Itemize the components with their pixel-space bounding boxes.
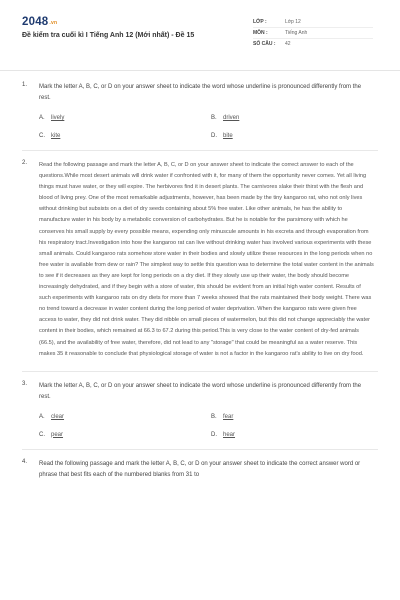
- meta-value: Lớp 12: [285, 18, 301, 25]
- option-d[interactable]: [211, 432, 371, 438]
- question-text: Mark the letter A, B, C, or D on your answer sheet to indicate the word whose underline is pronounced differently from the rest.: [39, 382, 362, 400]
- meta-value: 42: [285, 40, 291, 47]
- option-a[interactable]: [39, 414, 211, 420]
- option-text: kite: [51, 133, 61, 139]
- option-letter: C.: [39, 431, 45, 438]
- logo-suffix: .vn: [49, 20, 58, 26]
- option-letter: D.: [211, 133, 217, 139]
- option-text: bite: [223, 133, 233, 139]
- question-4: [0, 459, 400, 481]
- option-text: clear: [51, 413, 65, 420]
- option-b[interactable]: [211, 414, 371, 420]
- option-d[interactable]: [211, 133, 371, 139]
- meta-label: MÔN :: [253, 29, 268, 36]
- question-divider: [22, 449, 378, 450]
- question-number: 3.: [22, 380, 28, 387]
- question-list: [0, 82, 400, 481]
- page-title: Đề kiểm tra cuối kì I Tiếng Anh 12 (Mới nhất) - Đề 15: [22, 32, 195, 39]
- question-2: [0, 160, 400, 360]
- option-c[interactable]: [39, 133, 211, 139]
- option-letter: B.: [211, 413, 217, 420]
- option-letter: C.: [39, 133, 45, 139]
- option-letter: B.: [211, 115, 217, 121]
- meta-value: Tiếng Anh: [285, 29, 308, 36]
- question-3: [0, 381, 400, 438]
- reading-passage: Read the following passage and mark the letter A, B, C, or D on your answer sheet to indicate the correct answer to each of the questions.While most desert animals will drink water if confronted with it, for many of them the opportunity never comes. Yet all living things must have water, or they will expire. The herbivores find it in desert plants. The carnivores slake their thirst with the flesh and blood of living prey. One of the most remarkable adjustments, however, has been made by the tiny kangaroo rat, who not only lives without drinking but subsists on a diet of dry seeds containing about 5% free water. Like other animals, he has the ability to manufacture water in his body by a metabolic conversion of carbohydrates. But he is notable for the parsimony with which he conserves his small supply by every possible means, expending only minuscule amounts in his excreta and through evaporation from his respiratory tract.Investigation into how the kangaroo rat can live without drinking water has involved various experiments with these small animals. Could kangaroo rats somehow store water in their bodies and slowly utilize these resources in the long periods when no free water is available from dew or rain? The simplest way to settle this question was to determine the total water content in the animals to see if it decreases as they are kept for long periods on a dry diet. If they slowly use up their water, the body should become increasingly dehydrated, and if they begin with a store of water, this should be evident from an initial high water content. Results of such experiments with kangaroo rats on dry diets for more than 7 weeks showed that the rats maintained their body weight. There was no trend toward a decrease in water content during the long period of water deprivation. When the kangaroo rats were given free access to water, they did not drink water. They did nibble on small pieces of watermelon, but this did not change appreciably the water content in their bodies, which remained at 66.3 to 67.2 during this period.This is very close to the water content of dry-fed animals (66.5), and the availability of free water, therefore, did not lead to any "storage" that could be meaningful as a water reserve. This makes 35 it reasonable to conclude that physiological storage of water is not a factor in the kangaroo rat's ability to live on dry food.: [39, 162, 374, 357]
- option-letter: D.: [211, 431, 217, 438]
- answer-options: [39, 115, 374, 139]
- meta-label: LỚP :: [253, 18, 267, 25]
- meta-count: [253, 38, 373, 49]
- option-text: lively: [51, 115, 65, 121]
- question-divider: [22, 150, 378, 151]
- question-text: Mark the letter A, B, C, or D on your answer sheet to indicate the word whose underline is pronounced differently from the rest.: [39, 84, 362, 101]
- option-c[interactable]: [39, 432, 211, 438]
- meta-class: [253, 16, 373, 27]
- option-text: pear: [51, 431, 64, 438]
- option-text: hear: [223, 431, 236, 438]
- question-1: [0, 82, 400, 139]
- exam-meta: [253, 16, 373, 49]
- meta-label: SỐ CÂU :: [253, 40, 276, 47]
- page-header: [0, 0, 400, 71]
- question-number: 4.: [22, 458, 28, 465]
- logo-number: 2048: [22, 16, 49, 28]
- meta-subject: [253, 27, 373, 38]
- site-logo[interactable]: [22, 16, 57, 28]
- option-a[interactable]: [39, 115, 211, 121]
- option-b[interactable]: [211, 115, 371, 121]
- option-letter: A.: [39, 413, 45, 420]
- option-text: fear: [223, 413, 234, 420]
- question-number: 2.: [22, 160, 28, 166]
- meta-divider: [253, 38, 373, 39]
- answer-options: [39, 414, 374, 438]
- option-text: driven: [223, 115, 240, 121]
- option-letter: A.: [39, 115, 45, 121]
- question-divider: [22, 371, 378, 372]
- question-text: Read the following passage and mark the letter A, B, C, or D on your answer sheet to indicate the correct answer word or phrase that best fits each of the numbered blanks from 31 to: [39, 460, 361, 478]
- question-number: 1.: [22, 82, 28, 88]
- meta-divider: [253, 27, 373, 28]
